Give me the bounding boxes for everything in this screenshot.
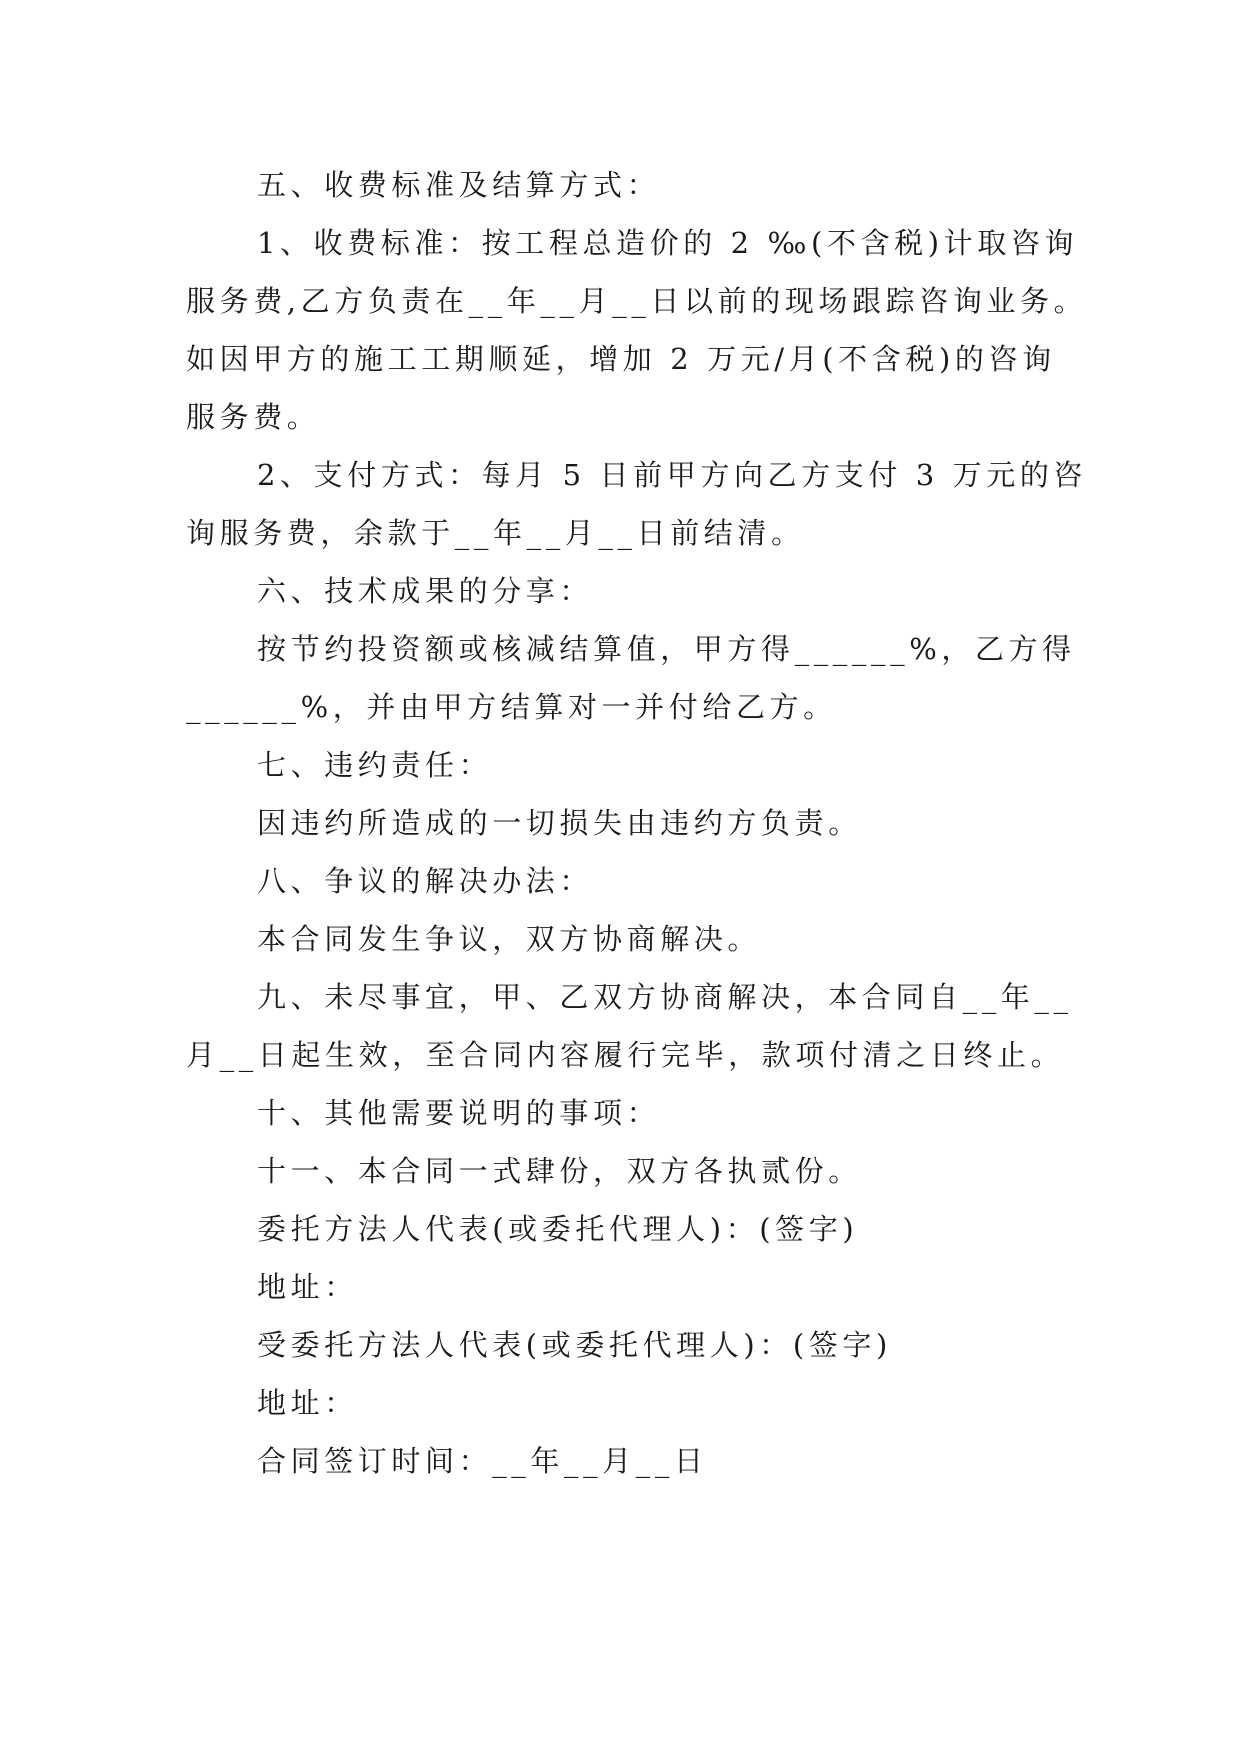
section-9-line-1: 九、未尽事宜，甲、乙双方协商解决，本合同自__年__ [257,980,1073,1014]
contractor-address: 地址： [257,1386,358,1420]
fee-standard-line-3: 如因甲方的施工工期顺延，增加 2 万元/月(不含税)的咨询 [186,342,1056,376]
fee-standard-line-1: 1、收费标准：按工程总造价的 2 ‰(不含税)计取咨询 [257,226,1079,260]
dispute-text: 本合同发生争议，双方协商解决。 [257,922,762,956]
client-representative: 委托方法人代表(或委托代理人)：(签字) [257,1212,859,1246]
section-10-heading: 十、其他需要说明的事项： [257,1096,661,1130]
contractor-representative: 受委托方法人代表(或委托代理人)：(签字) [257,1328,892,1362]
sharing-line-1: 按节约投资额或核减结算值，甲方得______%，乙方得 [257,632,1076,666]
section-8-heading: 八、争议的解决办法： [257,864,594,898]
section-9-line-2: 月__日起生效，至合同内容履行完毕，款项付清之日终止。 [186,1038,1065,1072]
section-5-heading: 五、收费标准及结算方式： [257,168,661,202]
payment-method-line-1: 2、支付方式：每月 5 日前甲方向乙方支付 3 万元的咨 [257,458,1088,492]
fee-standard-line-2: 服务费,乙方负责在__年__月__日以前的现场跟踪咨询业务。 [186,284,1088,318]
section-11-text: 十一、本合同一式肆份，双方各执贰份。 [257,1154,862,1188]
section-7-heading: 七、违约责任： [257,748,493,782]
payment-method-line-2: 询服务费，余款于__年__月__日前结清。 [186,516,805,550]
sharing-line-2: ______%，并由甲方结算对一并付给乙方。 [186,690,837,724]
fee-standard-line-4: 服务费。 [186,400,321,434]
section-6-heading: 六、技术成果的分享： [257,574,594,608]
client-address: 地址： [257,1270,358,1304]
signing-date: 合同签订时间：__年__月__日 [257,1444,708,1478]
liability-text: 因违约所造成的一切损失由违约方负责。 [257,806,862,840]
